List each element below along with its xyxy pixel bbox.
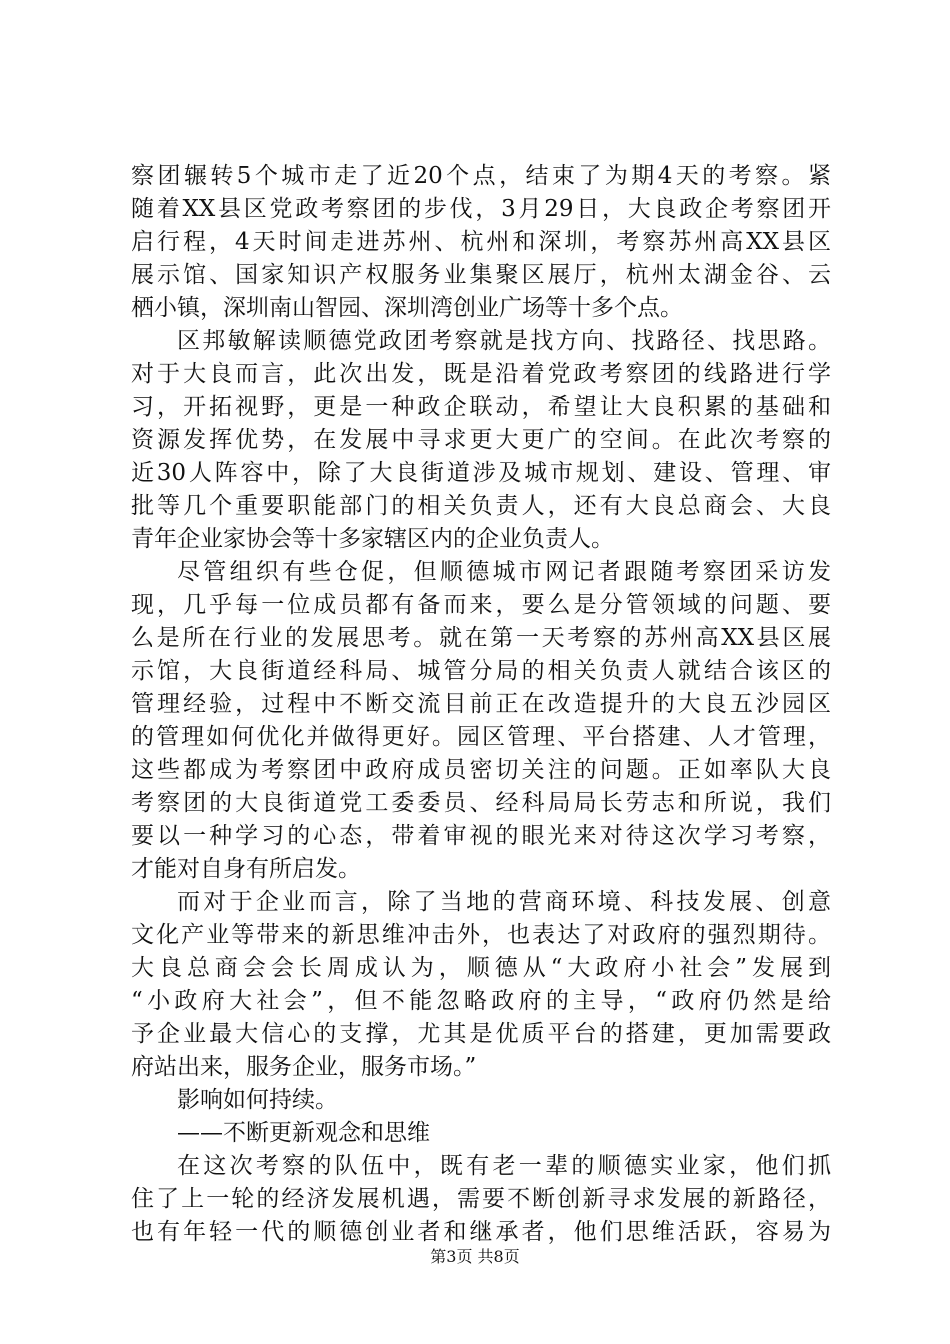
- text-line: 在这次考察的队伍中，既有老一辈的顺德实业家，他们抓: [177, 1153, 831, 1179]
- text-line: 而对于企业而言，除了当地的营商环境、科技发展、创意: [177, 889, 831, 915]
- text-line: 批等几个重要职能部门的相关负责人，还有大良总商会、大良: [131, 493, 831, 519]
- text-line: 管理经验，过程中不断交流目前正在改造提升的大良五沙园区: [131, 691, 831, 717]
- text-line: 考察团的大良街道党工委委员、经科局局长劳志和所说，我们: [131, 790, 831, 816]
- text-line: 影响如何持续。: [177, 1087, 338, 1113]
- text-line: 么是所在行业的发展思考。就在第一天考察的苏州高XX县区展: [131, 625, 831, 651]
- article-body: [131, 160, 831, 1249]
- text-line: 启行程，4天时间走进苏州、杭州和深圳，考察苏州高XX县区: [131, 229, 831, 255]
- text-line: 示馆，大良街道经科局、城管分局的相关负责人就结合该区的: [131, 658, 831, 684]
- text-line: 栖小镇，深圳南山智园、深圳湾创业广场等十多个点。: [131, 295, 683, 321]
- text-line: 予企业最大信心的支撑，尤其是优质平台的搭建，更加需要政: [131, 1021, 831, 1047]
- text-line: 府站出来，服务企业，服务市场。”: [131, 1054, 477, 1080]
- text-line: 也有年轻一代的顺德创业者和继承者，他们思维活跃，容易为: [131, 1219, 831, 1245]
- text-line: 这些都成为考察团中政府成员密切关注的问题。正如率队大良: [131, 757, 831, 783]
- text-line: 文化产业等带来的新思维冲击外，也表达了对政府的强烈期待。: [131, 922, 831, 948]
- text-line: “小政府大社会”，但不能忽略政府的主导，“政府仍然是给: [131, 988, 831, 1014]
- page-footer: 第3页 共8页: [430, 1247, 520, 1266]
- text-line: 资源发挥优势，在发展中寻求更大更广的空间。在此次考察的: [131, 427, 831, 453]
- text-line: 的管理如何优化并做得更好。园区管理、平台搭建、人才管理，: [131, 724, 831, 750]
- text-line: 住了上一轮的经济发展机遇，需要不断创新寻求发展的新路径，: [131, 1186, 831, 1212]
- text-line: 现，几乎每一位成员都有备而来，要么是分管领域的问题、要: [131, 592, 831, 618]
- text-line: ——不断更新观念和思维: [177, 1120, 430, 1146]
- text-line: 对于大良而言，此次出发，既是沿着党政考察团的线路进行学: [131, 361, 831, 387]
- text-line: 随着XX县区党政考察团的步伐，3月29日，大良政企考察团开: [131, 196, 831, 222]
- text-line: 青年企业家协会等十多家辖区内的企业负责人。: [131, 526, 614, 552]
- text-line: 展示馆、国家知识产权服务业集聚区展厅，杭州太湖金谷、云: [131, 262, 831, 288]
- text-line: 大良总商会会长周成认为，顺德从“大政府小社会”发展到: [131, 955, 831, 981]
- text-line: 习，开拓视野，更是一种政企联动，希望让大良积累的基础和: [131, 394, 831, 420]
- text-line: 察团辗转5个城市走了近20个点，结束了为期4天的考察。紧: [131, 163, 831, 189]
- text-line: 近30人阵容中，除了大良街道涉及城市规划、建设、管理、审: [131, 460, 831, 486]
- text-line: 尽管组织有些仓促，但顺德城市网记者跟随考察团采访发: [177, 559, 831, 585]
- text-line: 才能对自身有所启发。: [131, 856, 361, 882]
- text-line: 要以一种学习的心态，带着审视的眼光来对待这次学习考察，: [131, 823, 831, 849]
- text-line: 区邦敏解读顺德党政团考察就是找方向、找路径、找思路。: [177, 328, 831, 354]
